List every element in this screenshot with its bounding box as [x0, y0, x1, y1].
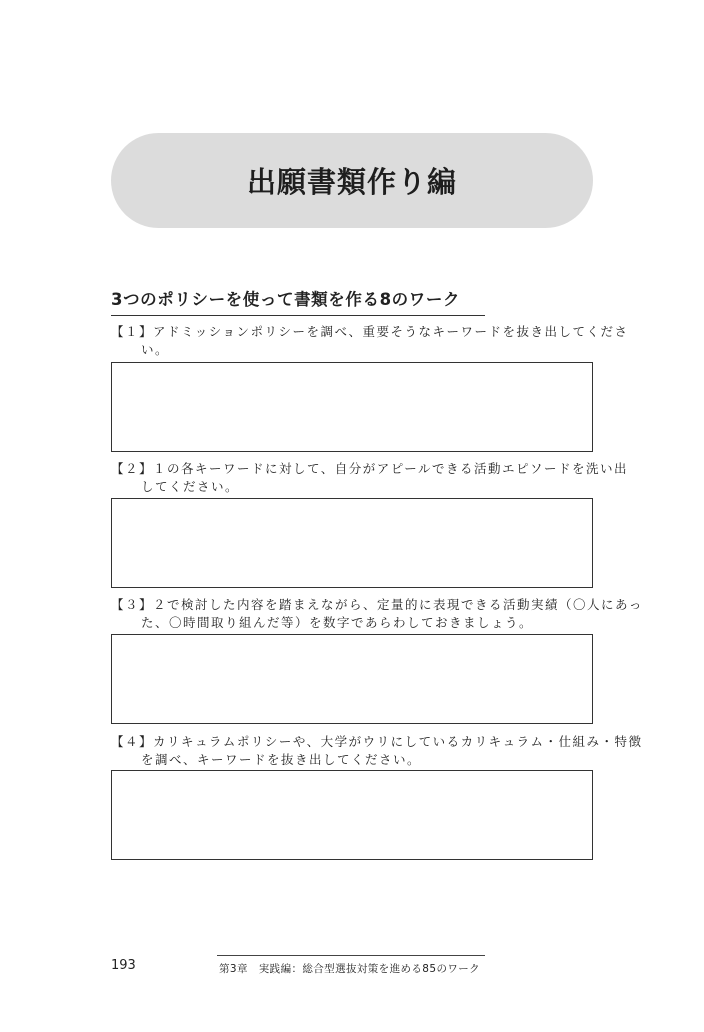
question-3: [111, 596, 643, 632]
page-number: 193: [111, 958, 136, 973]
question-2: [111, 460, 629, 496]
question-1-line2: い。: [141, 342, 170, 357]
section-title: 3つのポリシーを使って書類を作る8のワーク: [111, 286, 485, 316]
answer-box-1[interactable]: [111, 362, 593, 452]
footer-divider: [217, 955, 485, 956]
answer-box-2[interactable]: [111, 498, 593, 588]
answer-box-3[interactable]: [111, 634, 593, 724]
question-4: [111, 733, 643, 769]
footer-chapter: 第3章 実践編：総合型選抜対策を進める85のワーク: [219, 963, 481, 975]
question-4-line1: 【４】カリキュラムポリシーや、大学がウリにしているカリキュラム・仕組み・特徴: [111, 734, 643, 749]
chapter-banner: [111, 133, 593, 228]
answer-box-4[interactable]: [111, 770, 593, 860]
question-3-line2: た、〇時間取り組んだ等）を数字であらわしておきましょう。: [141, 615, 534, 630]
question-1-line1: 【１】アドミッションポリシーを調べ、重要そうなキーワードを抜き出してくださ: [111, 324, 629, 339]
question-2-line1: 【２】１の各キーワードに対して、自分がアピールできる活動エピソードを洗い出: [111, 461, 629, 476]
question-2-line2: してください。: [141, 479, 240, 494]
question-1: [111, 323, 629, 359]
question-3-line1: 【３】２で検討した内容を踏まえながら、定量的に表現できる活動実績（〇人にあっ: [111, 597, 643, 612]
question-4-line2: を調べ、キーワードを抜き出してください。: [141, 752, 422, 767]
banner-title: 出願書類作り編: [246, 165, 457, 199]
